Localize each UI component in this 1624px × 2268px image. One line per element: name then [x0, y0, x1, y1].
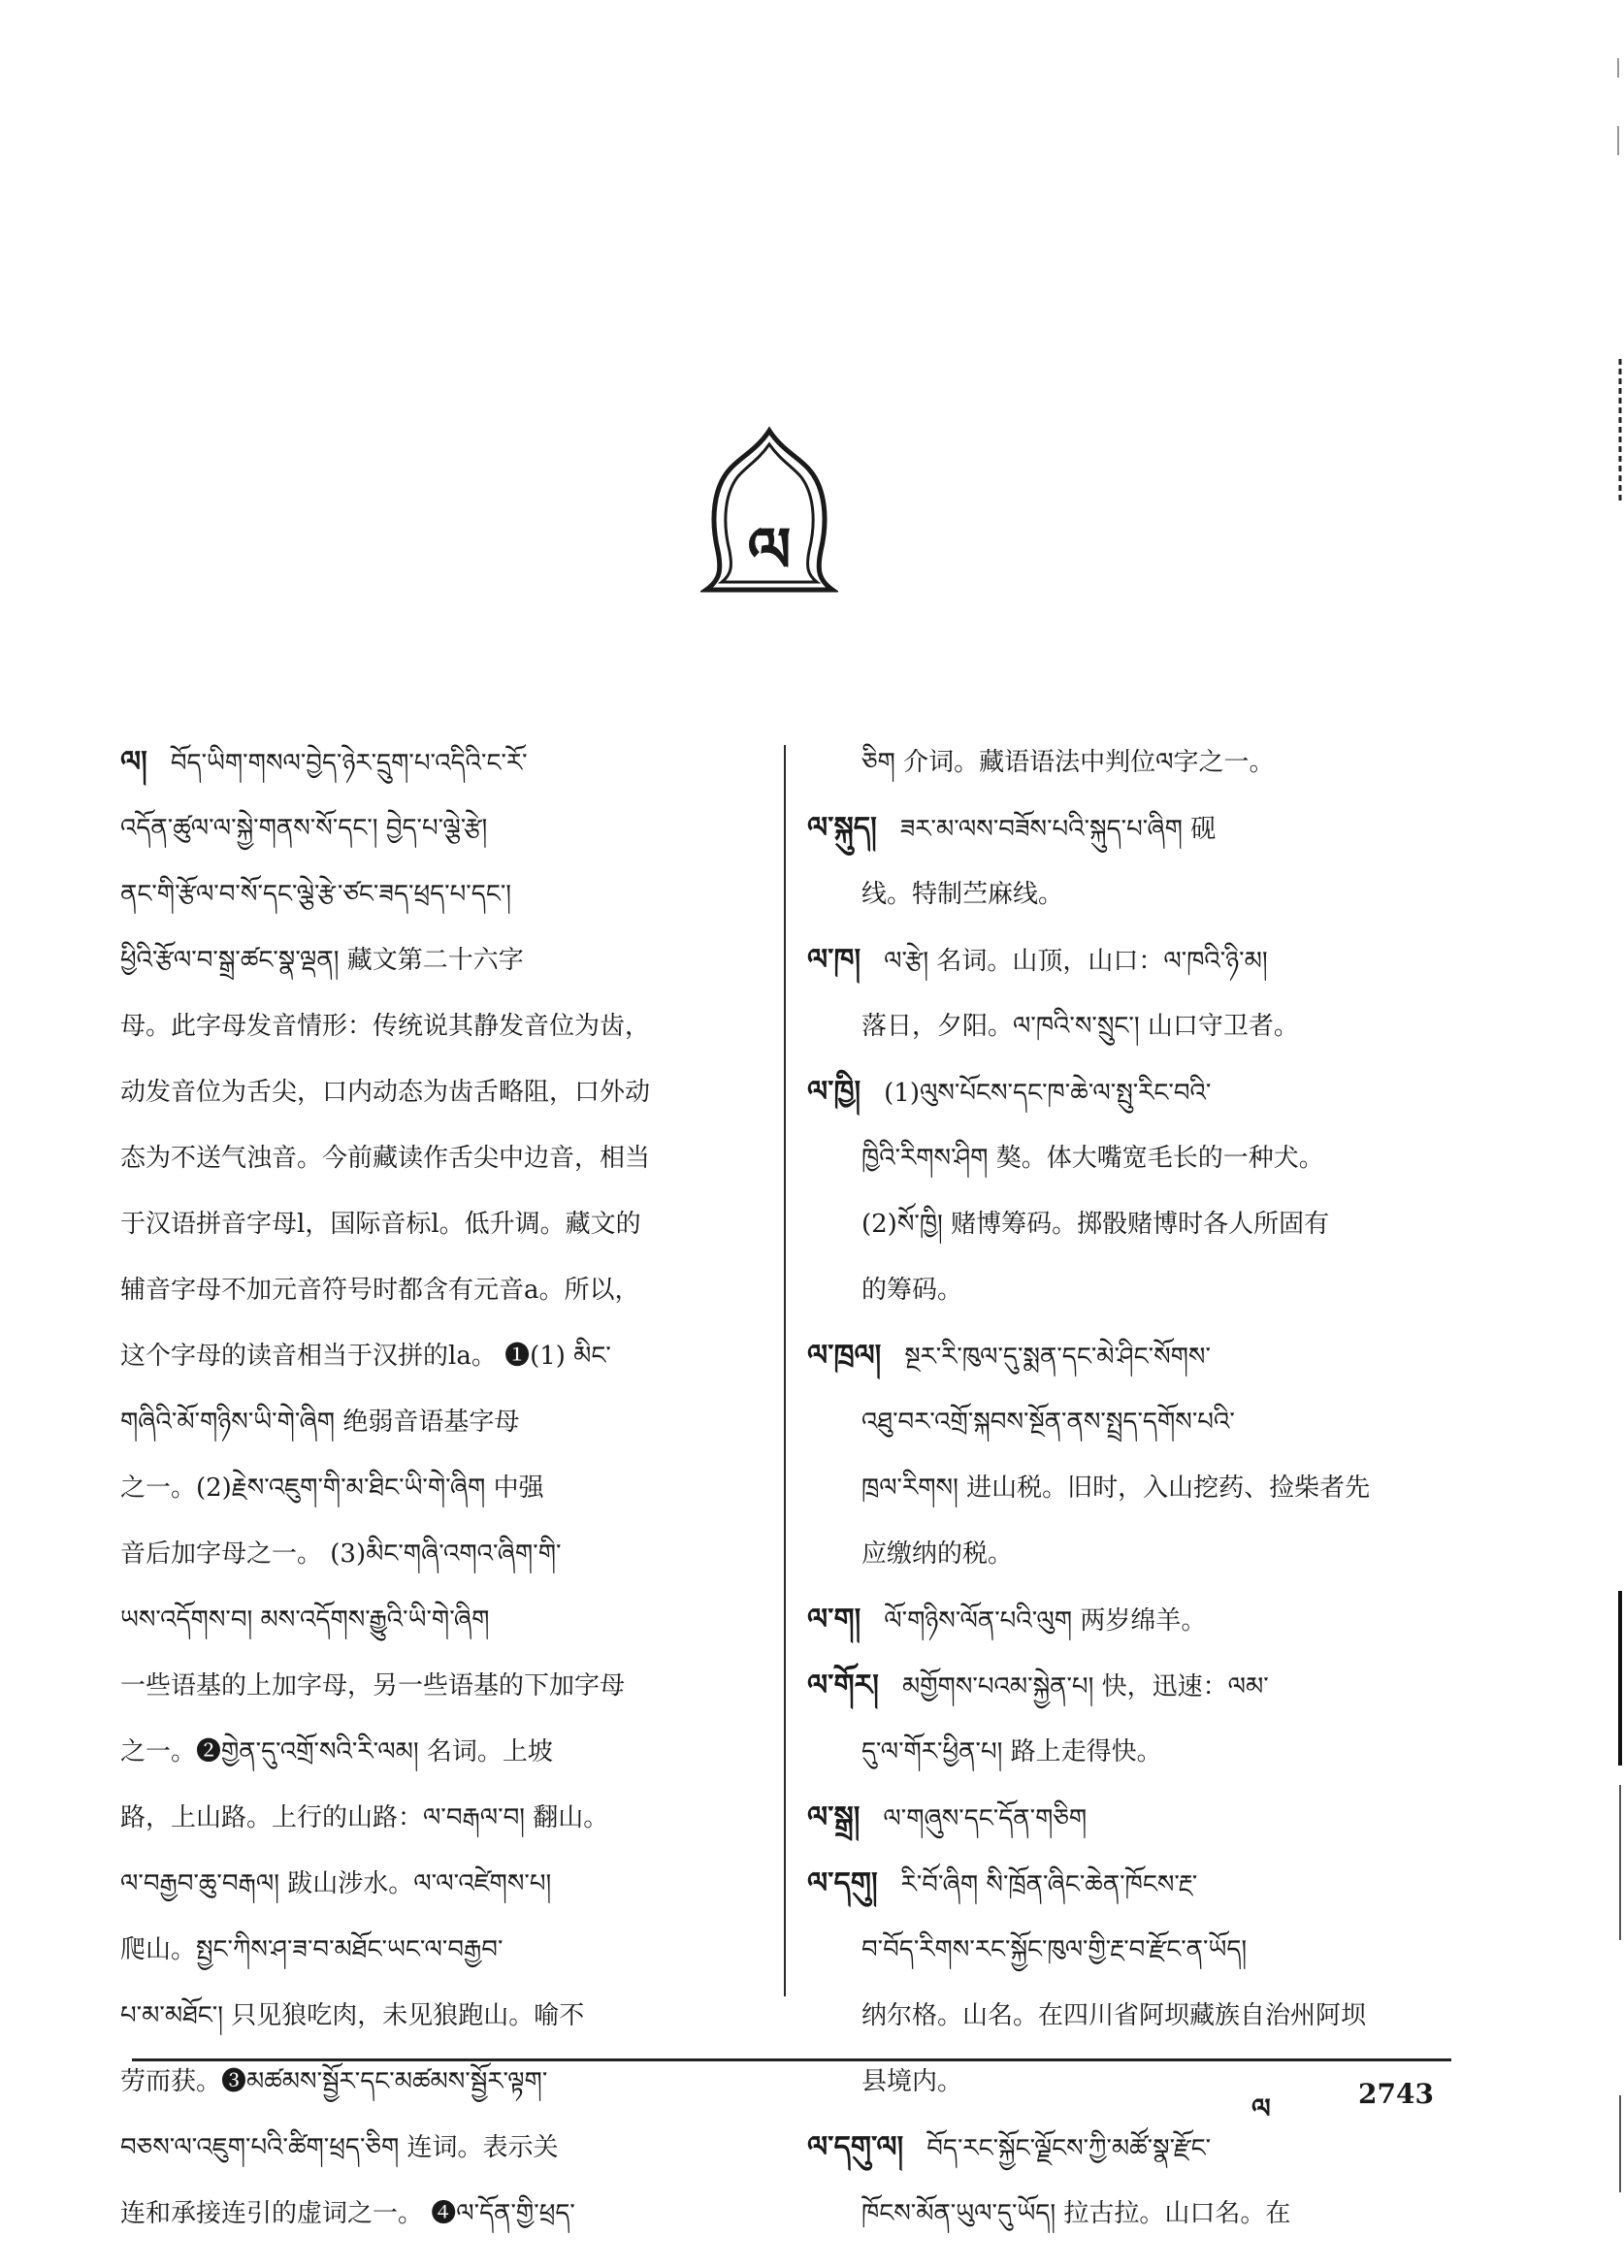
entry-text: རི་བོ་ཞིག སི་ཁྲོན་ཞིང་ཆེན་ཁོངས་རྔ་: [900, 1870, 1198, 1899]
text-line: [807, 1455, 1447, 1521]
text-line: [120, 1257, 780, 1323]
text-line: [120, 1059, 780, 1125]
text-line: [807, 993, 1447, 1059]
column-divider: [784, 745, 786, 1996]
ornament-letter: ལ: [747, 515, 792, 587]
text-line: [120, 1917, 780, 1983]
entry-text: མགྱོགས་པའམ་སྐྱེན་པ། 快，迅速：ལམ་: [901, 1672, 1269, 1701]
entry-text: ཅིག 介词。藏语语法中判位ལ字之一。: [861, 748, 1275, 777]
entry-text: 落日，夕阳。ལ་ཁའི་ས་སྲུང་། 山口守卫者。: [861, 1012, 1299, 1041]
entry-text: (2)སོ་ཁྱི། 赌博筹码。掷骰赌博时各人所固有: [861, 1210, 1330, 1239]
entry-headword: ལ་དགུ་ལ།: [807, 2130, 904, 2164]
entry-text: ནང་གི་རྩོལ་བ་སོ་དང་ལྕེ་རྩེ་ཙང་ཟད་ཕྲད་པ་དང་།: [120, 880, 512, 909]
entry-text: 动发音位为舌尖，口内动态为齿舌略阻，口外动: [120, 1078, 651, 1107]
entry-headword: ལ་ཁྲལ།: [807, 1339, 882, 1373]
entry-headword: ལ་གོར།: [807, 1669, 879, 1702]
text-line: [807, 795, 1447, 861]
text-line: [120, 1125, 780, 1191]
entry-text: ལོ་གཉིས་ལོན་པའི་ལུག 两岁绵羊。: [884, 1606, 1207, 1636]
text-line: [807, 1719, 1447, 1785]
text-line: [120, 1785, 780, 1851]
entry-text: 应缴纳的税。: [861, 1539, 1014, 1569]
text-line: [807, 2181, 1447, 2247]
entry-text: 音后加字母之一。 (3)མིང་གཞི་འགའ་ཞིག་གི་: [120, 1539, 562, 1569]
text-line: [120, 993, 780, 1059]
entry-text: (1)ལུས་པོངས་དང་ཁ་ཆེ་ལ་སྤུ་རིང་བའི་: [884, 1079, 1212, 1108]
text-line: [120, 1191, 780, 1257]
left-column: [120, 729, 780, 2247]
entry-text: 爬山。སྤྱང་ཀིས་ཤ་ཟ་བ་མཐོང་ཡང་ལ་བརྒྱབ་: [120, 1935, 503, 1964]
entry-text: ལ་གཞུས་དང་དོན་གཅིག: [883, 1804, 1088, 1833]
text-line: [120, 1323, 780, 1389]
entry-headword: ལ་སྒྲ།: [807, 1800, 861, 1834]
text-line: [807, 2115, 1447, 2181]
text-line: [807, 1653, 1447, 1719]
entry-text: 辅音字母不加元音符号时都含有元音a。所以，: [120, 1276, 640, 1305]
text-line: [120, 729, 780, 795]
right-column: [807, 729, 1447, 2247]
entry-text: ཕྱིའི་རྩོལ་བ་སྒྲ་ཚང་སྣ་ལྡན། 藏文第二十六字: [120, 946, 524, 975]
entry-headword: ལ་ག།: [807, 1603, 861, 1636]
entry-headword: ལ་སྐུད།: [807, 811, 877, 845]
entry-text: 的筹码。: [861, 1276, 963, 1305]
scan-margin-marks: [1599, 0, 1624, 2268]
entry-headword: ལ་ཁ།: [807, 943, 861, 977]
entry-text: ལ་བརྒྱབ་ཆུ་བརྒལ། 跋山涉水。ལ་ལ་འཛེགས་པ།: [120, 1869, 552, 1898]
text-line: [120, 2115, 780, 2181]
text-line: [807, 729, 1447, 795]
entry-text: བོད་རང་སྐྱོང་ལྗོངས་ཀྱི་མཚོ་སྣ་རྫོང་: [926, 2134, 1212, 2163]
text-line: [807, 1917, 1447, 1983]
text-line: [807, 1521, 1447, 1587]
text-line: [807, 1851, 1447, 1917]
text-line: [807, 1983, 1447, 2049]
entry-headword: ལ་དགུ།: [807, 1866, 878, 1900]
entry-text: སྔར་རི་ཁུལ་དུ་སྨན་དང་མེ་ཤིང་སོགས་: [904, 1343, 1211, 1372]
entry-text: འདོན་ཚུལ་ལ་སྐྱེ་གནས་སོ་དང་། བྱེད་པ་ལྕེ་རྩེ།: [120, 814, 488, 843]
text-line: [807, 1323, 1447, 1389]
text-line: [807, 861, 1447, 927]
entry-text: 连和承接连引的虚词之一。 ❹ལ་དོན་གྱི་ཕྲད་: [120, 2199, 575, 2228]
entry-text: ཟར་མ་ལས་བཟོས་པའི་སྐུད་པ་ཞིག 砚: [899, 815, 1217, 844]
text-line: [807, 1191, 1447, 1257]
entry-text: ལ་རྩེ། 名词。山顶，山口：ལ་ཁའི་ཉི་མ།: [884, 947, 1268, 976]
page-section-letter: ལ: [1251, 2092, 1271, 2124]
entry-text: ཡས་འདོགས་བ། མས་འདོགས་རྒྱུའི་ཡི་གེ་ཞིག: [120, 1605, 490, 1635]
text-line: [807, 1587, 1447, 1653]
text-line: [120, 1455, 780, 1521]
entry-text: དུ་ལ་གོར་ཕྱིན་པ། 路上走得快。: [861, 1737, 1162, 1766]
text-line: [807, 927, 1447, 993]
text-line: [120, 1719, 780, 1785]
entry-text: གཞིའི་མོ་གཉིས་ཡི་གེ་ཞིག 绝弱音语基字母: [120, 1408, 520, 1437]
text-line: [120, 1389, 780, 1455]
entry-text: 路，上山路。上行的山路：ལ་བརྒལ་བ། 翻山。: [120, 1803, 609, 1832]
text-line: [807, 1389, 1447, 1455]
footer-rule: [132, 2058, 1451, 2061]
text-line: [807, 1785, 1447, 1851]
text-line: [120, 1653, 780, 1719]
entry-text: 母。此字母发音情形：传统说其静发音位为齿，: [120, 1012, 651, 1041]
text-line: [807, 1059, 1447, 1125]
entry-text: པ་མ་མཐོང་། 只见狼吃肉，未见狼跑山。喻不: [120, 2001, 585, 2030]
text-line: [120, 1521, 780, 1587]
entry-text: 这个字母的读音相当于汉拼的la。 ❶(1) མིང་: [120, 1342, 611, 1371]
entry-text: 县境内。: [861, 2067, 963, 2096]
text-line: [120, 1587, 780, 1653]
entry-text: 线。特制苎麻线。: [861, 880, 1064, 909]
entry-text: ཁྲལ་རིགས། 进山税。旧时，入山挖药、捡柴者先: [861, 1474, 1371, 1503]
entry-text: 于汉语拼音字母l，国际音标l。低升调。藏文的: [120, 1210, 641, 1239]
page-header-ornament: [700, 425, 838, 595]
entry-text: ཁྱིའི་རིགས་ཤིག 獒。体大嘴宽毛长的一种犬。: [861, 1144, 1324, 1173]
text-line: [120, 1983, 780, 2049]
entry-text: བཅས་ལ་འཇུག་པའི་ཚིག་ཕྲད་ཅིག 连词。表示关: [120, 2133, 559, 2162]
page-number: 2743: [1358, 2078, 1434, 2110]
entry-text: ཁོངས་མོན་ཡུལ་དུ་ཡོད། 拉古拉。山口名。在: [861, 2199, 1291, 2228]
text-line: [120, 795, 780, 861]
entry-text: 之一。❷གྱེན་དུ་འགྲོ་སའི་རི་ལམ། 名词。上坡: [120, 1737, 553, 1766]
entry-text: 劳而获。❸མཚམས་སྦྱོར་དང་མཚམས་སྦྱོར་ལྟག་: [120, 2067, 548, 2096]
text-line: [120, 927, 780, 993]
entry-text: འཐུ་བར་འགྲོ་སྐབས་སྔོན་ནས་སྤྲད་དགོས་པའི་: [861, 1408, 1235, 1437]
entry-text: 一些语基的上加字母，另一些语基的下加字母: [120, 1671, 626, 1701]
text-line: [120, 861, 780, 927]
entry-headword: ལ་ཁྱི།: [807, 1075, 861, 1109]
entry-text: 态为不送气浊音。今前藏读作舌尖中边音，相当: [120, 1144, 651, 1173]
entry-text: བོད་ཡིག་གསལ་བྱེད་ཉེར་དྲུག་པ་འདིའི་ང་རོ་: [170, 749, 528, 778]
text-line: [120, 2181, 780, 2247]
entry-text: 之一。(2)རྗེས་འཇུག་གི་མ་ཐིང་ཡི་གེ་ཞིག 中强: [120, 1474, 544, 1503]
text-line: [807, 1257, 1447, 1323]
entry-text: 纳尔格。山名。在四川省阿坝藏族自治州阿坝: [861, 2001, 1367, 2030]
text-line: [807, 1125, 1447, 1191]
entry-headword: ལ།: [120, 745, 147, 779]
entry-text: བ་བོད་རིགས་རང་སྐྱོང་ཁུལ་གྱི་རྔ་བ་རྫོང་ན་ཡོད།: [861, 1935, 1248, 1964]
text-line: [120, 1851, 780, 1917]
